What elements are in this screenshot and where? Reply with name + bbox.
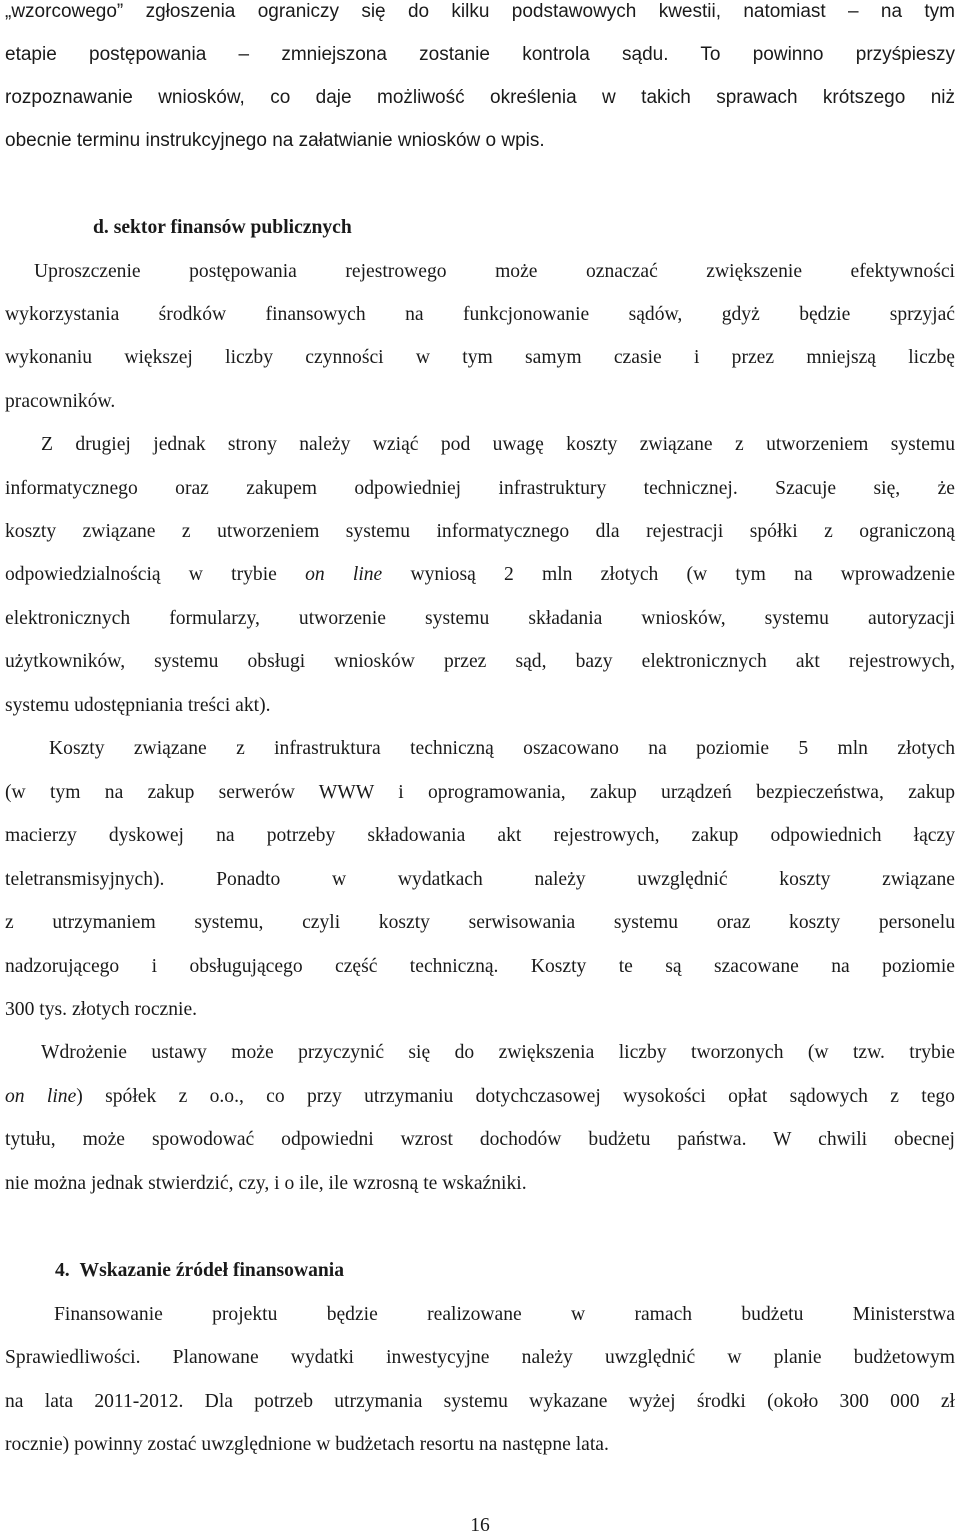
paragraph-3-line-1: Koszty związane z infrastruktura techniczną oszacowano na poziomie 5 mln złotych [49, 738, 955, 759]
paragraph-3-line-2: (w tym na zakup serwerów WWW i oprogramowania, zakup urządzeń bezpieczeństwa, zakup [5, 782, 955, 803]
paragraph-3-line-7: 300 tys. złotych rocznie. [5, 999, 198, 1020]
paragraph-2-line-3: koszty związane z utworzeniem systemu informatycznego dla rejestracji spółki z ograniczoną [5, 521, 955, 542]
paragraph-0-line-2: etapie postępowania – zmniejszona zostanie kontrola sądu. To powinno przyśpieszy [5, 44, 955, 65]
italic-term-on-line: on line [5, 1086, 77, 1107]
paragraph-1-line-2: wykorzystania środków finansowych na funkcjonowanie sądów, gdyż będzie sprzyjać [5, 304, 955, 325]
paragraph-4-line-4: nie można jednak stwierdzić, czy, i o ile, ile wzrosną te wskaźniki. [5, 1173, 527, 1194]
paragraph-4-line-1: Wdrożenie ustawy może przyczynić się do zwiększenia liczby tworzonych (w tzw. trybie [41, 1042, 955, 1063]
paragraph-1-line-4: pracowników. [5, 391, 116, 412]
page-number: 16 [470, 1515, 490, 1536]
paragraph-2-line-1: Z drugiej jednak strony należy wziąć pod uwagę koszty związane z utworzeniem systemu [41, 434, 955, 455]
paragraph-2-line-6: użytkowników, systemu obsługi wniosków przez sąd, bazy elektronicznych akt rejestrowych, [5, 651, 955, 672]
paragraph-0-line-1: „wzorcowego” zgłoszenia ograniczy się do kilku podstawowych kwestii, natomiast – na tym [5, 1, 955, 22]
paragraph-5-line-3: na lata 2011-2012. Dla potrzeb utrzymania systemu wykazane wyżej środki (około 300 000 zł [5, 1391, 955, 1412]
paragraph-3-line-6: nadzorującego i obsługującego część techniczną. Koszty te są szacowane na poziomie [5, 956, 955, 977]
section-4-heading [55, 1259, 344, 1283]
paragraph-0-line-4: obecnie terminu instrukcyjnego na załatwianie wniosków o wpis. [5, 130, 545, 151]
paragraph-5-line-1: Finansowanie projektu będzie realizowane w ramach budżetu Ministerstwa [54, 1304, 955, 1325]
paragraph-3-line-4: teletransmisyjnych). Ponadto w wydatkach należy uwzględnić koszty związane [5, 869, 955, 890]
paragraph-2-line-2: informatycznego oraz zakupem odpowiedniej infrastruktury technicznej. Szacuje się, że [5, 478, 955, 499]
section-d-heading: d. sektor finansów publicznych [93, 217, 352, 238]
italic-term-on-line: on line [305, 564, 383, 585]
section-4-number: 4. [55, 1260, 70, 1281]
paragraph-2-line-7: systemu udostępniania treści akt). [5, 695, 271, 716]
paragraph-4-line-2 [5, 1085, 955, 1109]
paragraph-0-line-3: rozpoznawanie wniosków, co daje możliwość określenia w takich sprawach krótszego niż [5, 87, 955, 108]
paragraph-3-line-3: macierzy dyskowej na potrzeby składowania akt rejestrowych, zakup odpowiednich łączy [5, 825, 955, 846]
paragraph-4-line-3: tytułu, może spowodować odpowiedni wzrost dochodów budżetu państwa. W chwili obecnej [5, 1129, 955, 1150]
paragraph-2-line-4 [5, 563, 955, 587]
paragraph-5-line-4: rocznie) powinny zostać uwzględnione w budżetach resortu na następne lata. [5, 1434, 609, 1455]
paragraph-2-line-5: elektronicznych formularzy, utworzenie systemu składania wniosków, systemu autoryzacji [5, 608, 955, 629]
text-segment: ) spółek z o.o., co przy utrzymaniu dotychczasowej wysokości opłat sądowych z tego [76, 1086, 955, 1107]
paragraph-1-line-3: wykonaniu większej liczby czynności w tym samym czasie i przez mniejszą liczbę [5, 347, 955, 368]
paragraph-1-line-1: Uproszczenie postępowania rejestrowego może oznaczać zwiększenie efektywności [34, 261, 955, 282]
section-4-title: Wskazanie źródeł finansowania [79, 1260, 345, 1281]
paragraph-5-line-2: Sprawiedliwości. Planowane wydatki inwestycyjne należy uwzględnić w planie budżetowym [5, 1347, 955, 1368]
paragraph-3-line-5: z utrzymaniem systemu, czyli koszty serwisowania systemu oraz koszty personelu [5, 912, 955, 933]
text-segment: odpowiedzialnością w trybie [5, 564, 277, 585]
text-segment: wyniosą 2 mln złotych (w tym na wprowadzenie [410, 564, 956, 585]
